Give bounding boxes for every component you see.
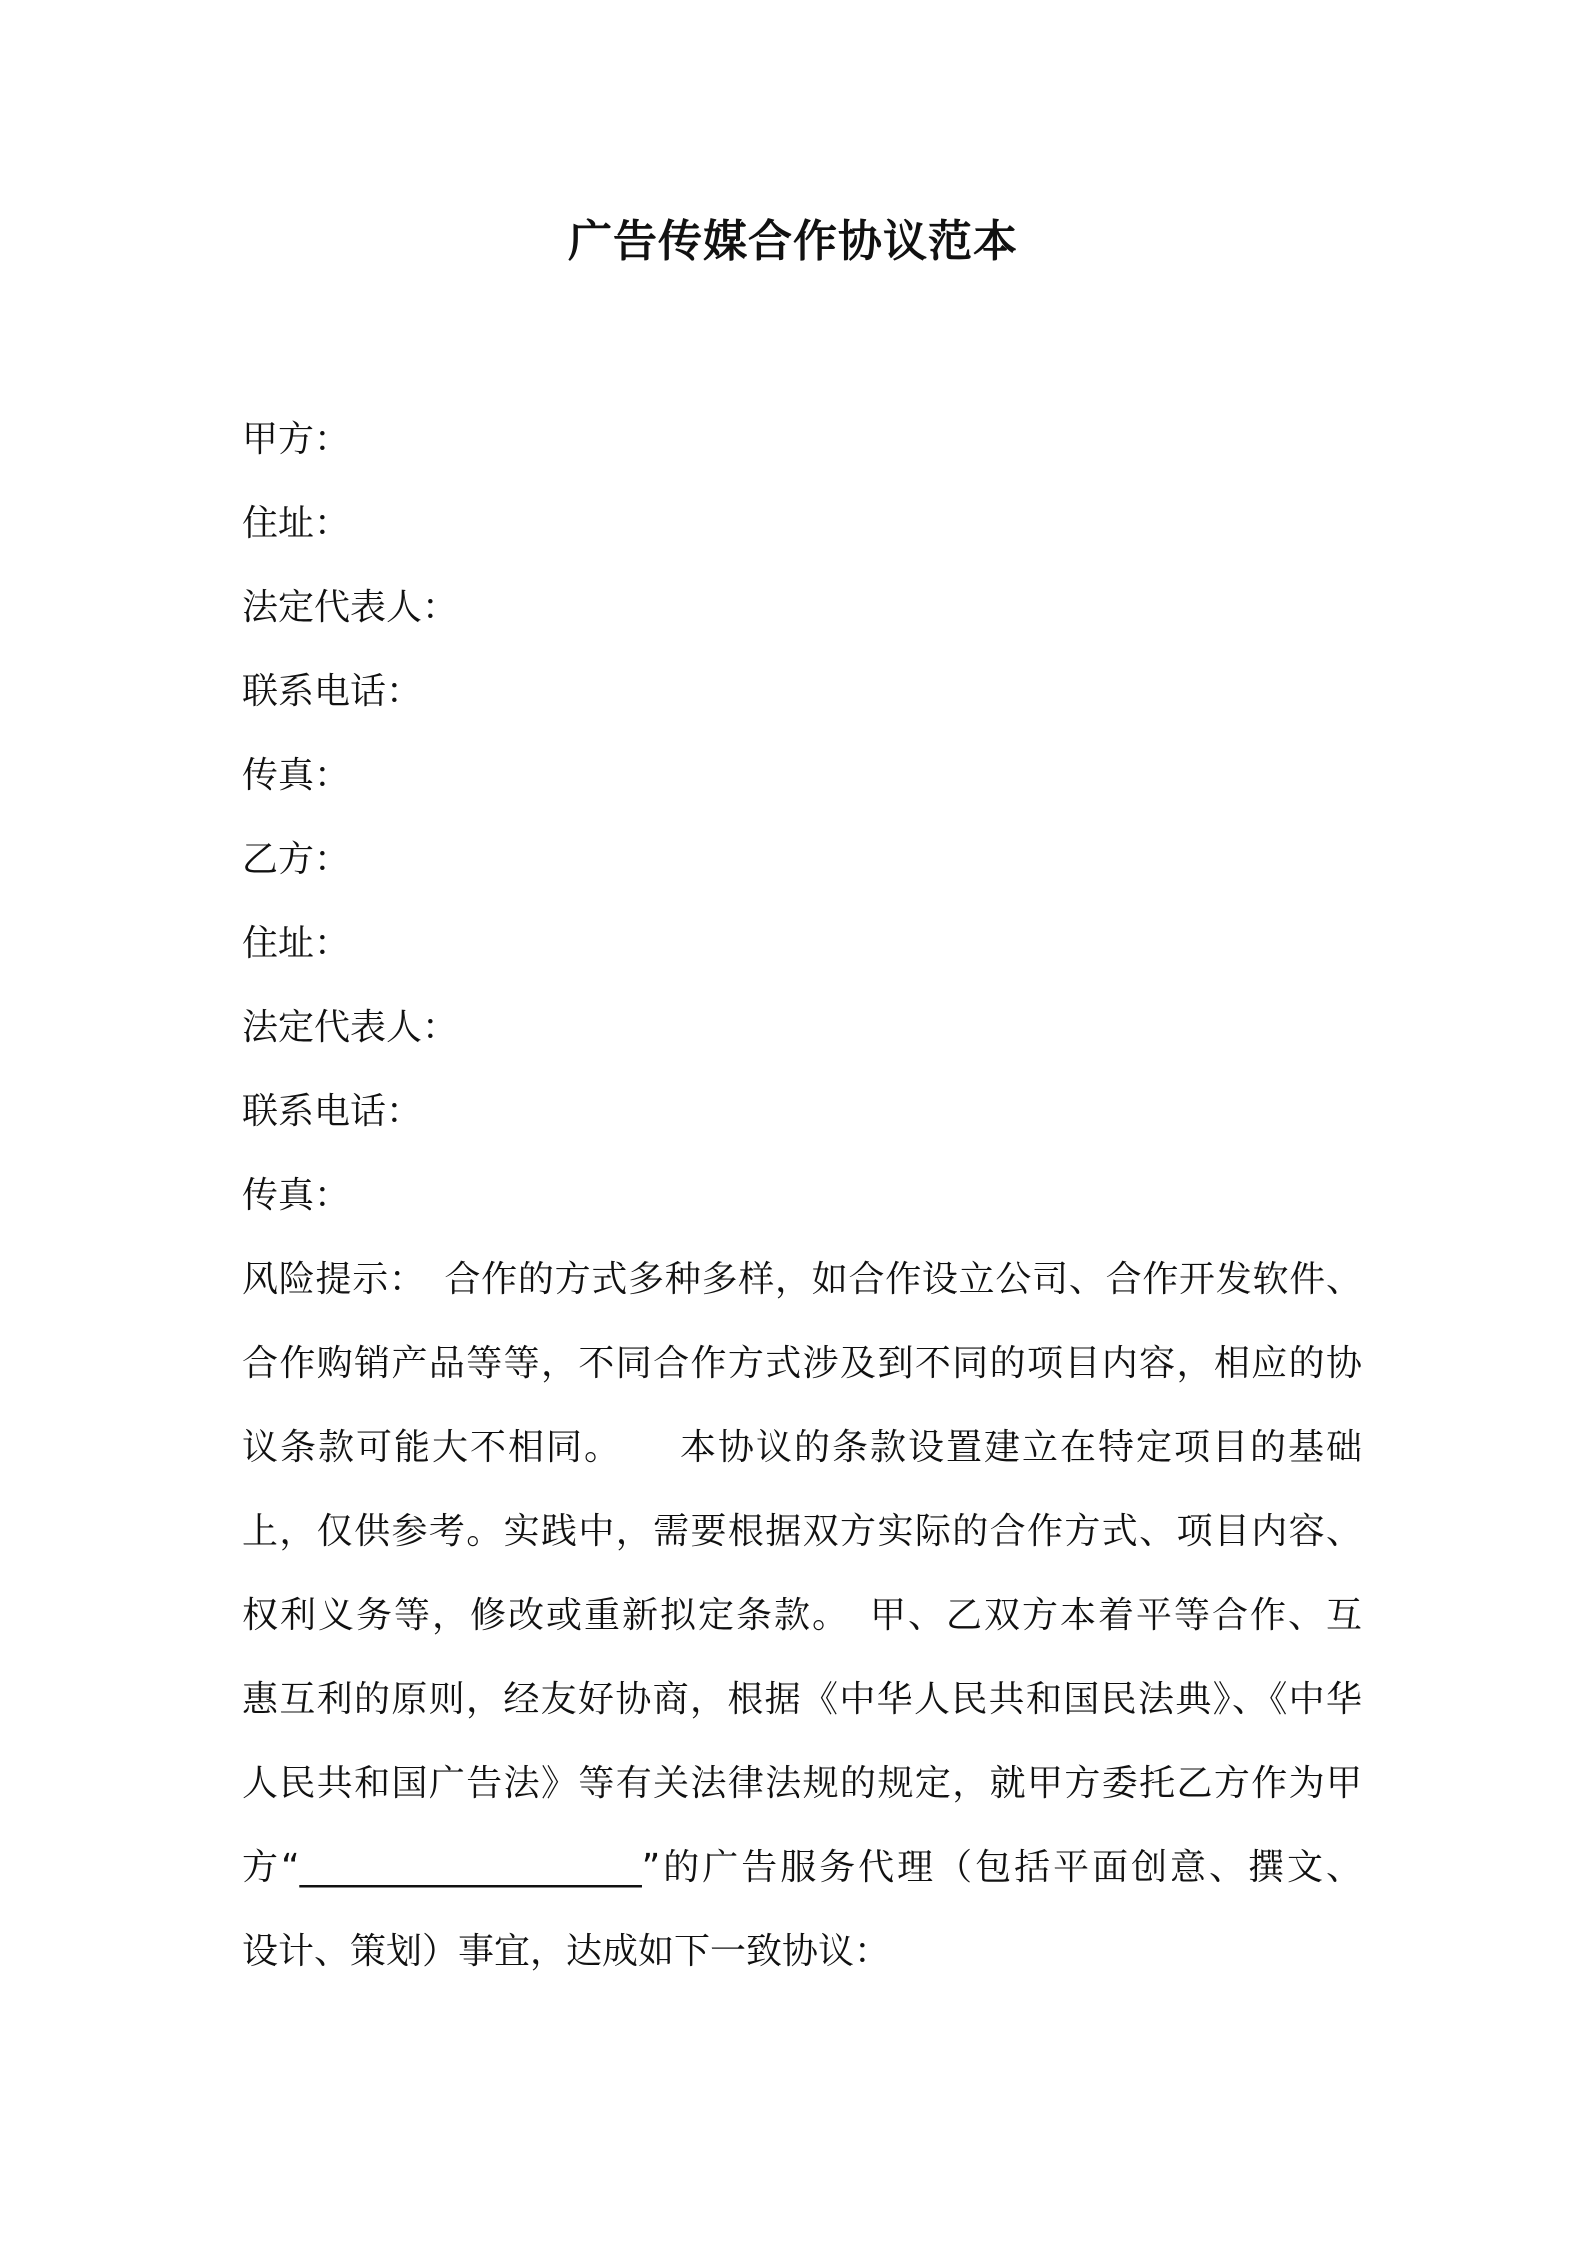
paragraph-line: 合作购销产品等等，不同合作方式涉及到不同的项目内容，相应的协	[242, 1343, 1362, 1384]
party-b-address-label: 住址：	[242, 923, 351, 964]
party-a-fax-label: 传真：	[242, 755, 351, 796]
document-title: 广告传媒合作协议范本	[568, 216, 1018, 267]
party-a-phone-label: 联系电话：	[242, 671, 423, 712]
paragraph-line: 风险提示： 合作的方式多种多样，如合作设立公司、合作开发软件、	[242, 1259, 1362, 1300]
paragraph-line: 方“___________________”的广告服务代理（包括平面创意、撰文、	[242, 1847, 1362, 1888]
paragraph-line: 上，仅供参考。实践中，需要根据双方实际的合作方式、项目内容、	[242, 1511, 1362, 1552]
paragraph-line: 议条款可能大不相同。 本协议的条款设置建立在特定项目的基础	[242, 1427, 1362, 1468]
party-b-phone-label: 联系电话：	[242, 1091, 423, 1132]
paragraph-line: 设计、策划）事宜，达成如下一致协议：	[242, 1931, 891, 1972]
party-b-fax-label: 传真：	[242, 1175, 351, 1216]
risk-notice-paragraph	[242, 1250, 1362, 2006]
party-b-label: 乙方：	[242, 839, 351, 880]
party-b-legal-rep-label: 法定代表人：	[242, 1007, 459, 1048]
party-a-label: 甲方：	[242, 419, 351, 460]
party-info-section	[242, 410, 1362, 1250]
paragraph-line: 权利义务等，修改或重新拟定条款。 甲、乙双方本着平等合作、互	[242, 1595, 1362, 1636]
paragraph-line: 人民共和国广告法》等有关法律法规的规定，就甲方委托乙方作为甲	[242, 1763, 1362, 1804]
paragraph-line: 惠互利的原则，经友好协商，根据《中华人民共和国民法典》、《中华	[242, 1679, 1362, 1720]
party-a-address-label: 住址：	[242, 503, 351, 544]
party-a-legal-rep-label: 法定代表人：	[242, 587, 459, 628]
